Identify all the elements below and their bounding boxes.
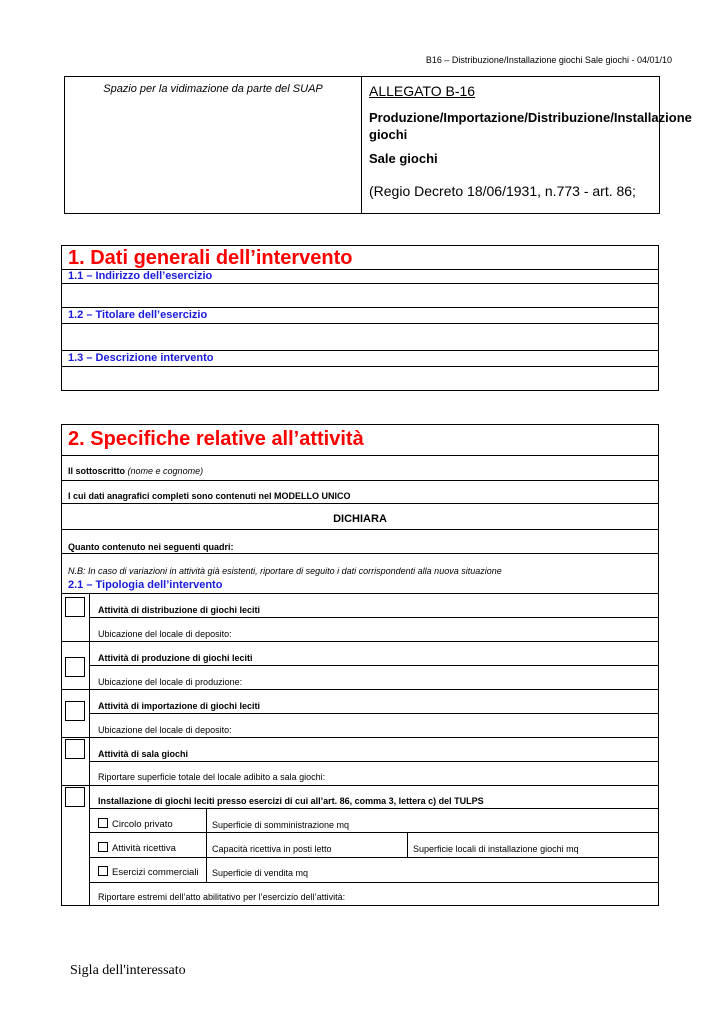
checkbox-circolo[interactable] bbox=[98, 818, 108, 828]
game-hall-area-label[interactable]: Riportare superficie totale del locale adibito a sala giochi: bbox=[98, 772, 326, 782]
legal-reference: (Regio Decreto 18/06/1931, n.773 - art. 86; bbox=[369, 183, 636, 199]
deposit-location-label[interactable]: Ubicazione del locale di deposito: bbox=[98, 629, 232, 639]
esercizi-option[interactable] bbox=[98, 866, 199, 878]
owner-field[interactable] bbox=[62, 324, 658, 350]
document-reference: B16 – Distribuzione/Installazione giochi Sale giochi - 04/01/10 bbox=[425, 55, 672, 65]
signer-label-text: Il sottoscritto bbox=[68, 466, 126, 476]
license-details-label[interactable]: Riportare estremi dell’atto abilitativo per l’esercizio dell’attività: bbox=[98, 892, 346, 902]
contents-label: Quanto contenuto nei seguenti quadri: bbox=[68, 542, 234, 552]
esercizi-label: Esercizi commerciali bbox=[112, 867, 199, 878]
import-deposit-location-label[interactable]: Ubicazione del locale di deposito: bbox=[98, 725, 232, 735]
section-general-data bbox=[61, 245, 659, 391]
section-2-title: 2. Specifiche relative all’attività bbox=[68, 428, 364, 450]
signer-label[interactable] bbox=[68, 466, 203, 476]
circolo-option[interactable] bbox=[98, 818, 173, 830]
form-title: Produzione/Importazione/Distribuzione/Installazione giochi bbox=[369, 110, 692, 142]
intervention-type-label: 2.1 – Tipologia dell’intervento bbox=[68, 579, 223, 591]
option-distribution: Attività di distribuzione di giochi leciti bbox=[98, 605, 261, 615]
option-import: Attività di importazione di giochi leciti bbox=[98, 701, 261, 711]
field-label-owner: 1.2 – Titolare dell’esercizio bbox=[68, 309, 208, 321]
section-activity-specs bbox=[61, 424, 659, 906]
production-location-label[interactable]: Ubicazione del locale di produzione: bbox=[98, 677, 243, 687]
ricettiva-option[interactable] bbox=[98, 842, 176, 854]
esercizi-area-label[interactable]: Superficie di vendita mq bbox=[212, 868, 309, 878]
checkbox-distribution[interactable] bbox=[65, 597, 85, 617]
checkbox-production[interactable] bbox=[65, 657, 85, 677]
personal-data-note: I cui dati anagrafici completi sono contenuti nel MODELLO UNICO bbox=[68, 491, 351, 501]
checkbox-ricettiva[interactable] bbox=[98, 842, 108, 852]
signer-label-hint: (nome e cognome) bbox=[127, 466, 204, 476]
checkbox-import[interactable] bbox=[65, 701, 85, 721]
section-1-title: 1. Dati generali dell’intervento bbox=[68, 247, 353, 269]
signature-initials-label: Sigla dell'interessato bbox=[70, 963, 186, 978]
field-label-description: 1.3 – Descrizione intervento bbox=[68, 352, 214, 364]
variation-note: N.B: In caso di variazioni in attività già esistenti, riportare di seguito i dati corrispondenti alla nuova situazione bbox=[68, 566, 502, 576]
ricettiva-label: Attività ricettiva bbox=[112, 843, 176, 854]
checkbox-esercizi[interactable] bbox=[98, 866, 108, 876]
circolo-label: Circolo privato bbox=[112, 819, 173, 830]
ricettiva-capacity-label[interactable]: Capacità ricettiva in posti letto bbox=[212, 844, 332, 854]
allegato-label: ALLEGATO B-16 bbox=[369, 83, 476, 99]
description-field[interactable] bbox=[62, 367, 658, 390]
declares-heading: DICHIARA bbox=[333, 513, 387, 525]
suap-stamp-area-label: Spazio per la vidimazione da parte del SUAP bbox=[103, 83, 323, 95]
form-subtitle: Sale giochi bbox=[369, 151, 438, 166]
option-production: Attività di produzione di giochi leciti bbox=[98, 653, 253, 663]
address-field[interactable] bbox=[62, 284, 658, 307]
option-game-hall: Attività di sala giochi bbox=[98, 749, 189, 759]
option-installation: Installazione di giochi leciti presso esercizi di cui all’art. 86, comma 3, lettera c) del TULPS bbox=[98, 796, 484, 806]
circolo-area-label[interactable]: Superficie di somministrazione mq bbox=[212, 820, 350, 830]
ricettiva-area-label[interactable]: Superficie locali di installazione giochi mq bbox=[413, 844, 579, 854]
checkbox-installation[interactable] bbox=[65, 787, 85, 807]
header-box bbox=[64, 76, 692, 214]
checkbox-game-hall[interactable] bbox=[65, 739, 85, 759]
field-label-address: 1.1 – Indirizzo dell’esercizio bbox=[68, 270, 213, 282]
